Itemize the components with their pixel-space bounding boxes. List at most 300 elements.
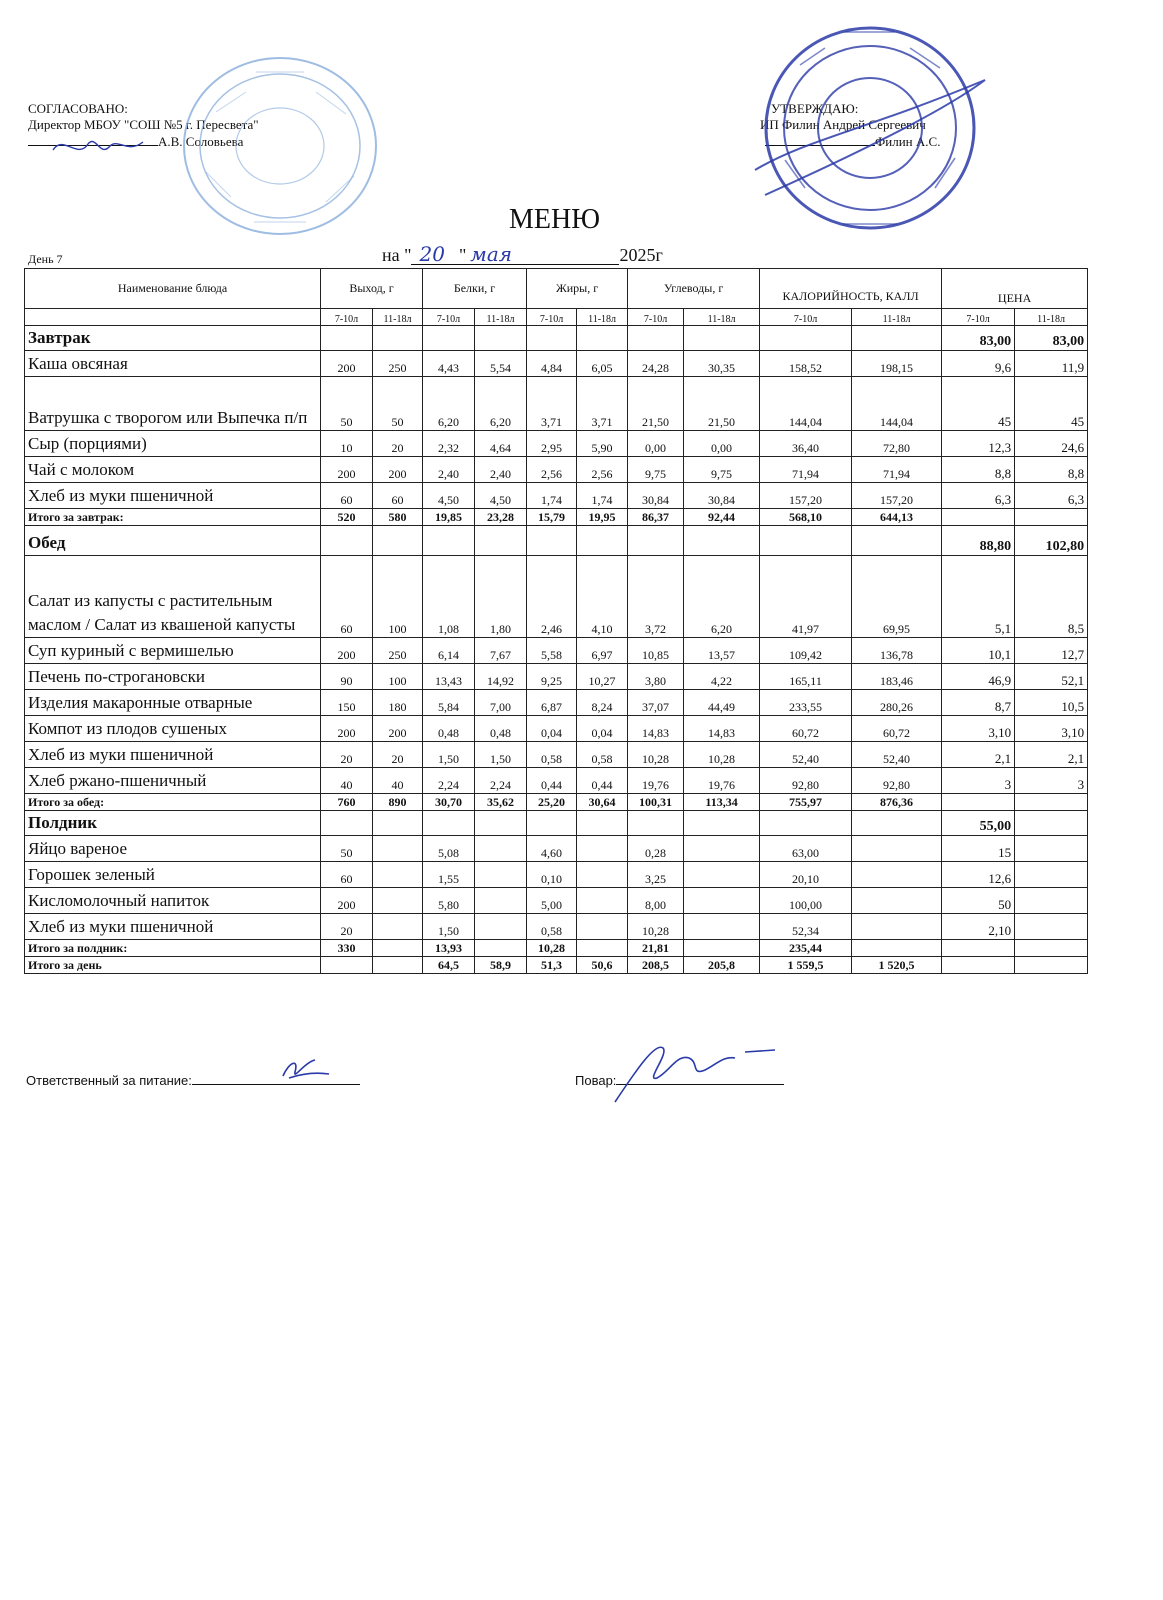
value-cell: 1,50 xyxy=(423,914,475,940)
value-cell: 6,87 xyxy=(527,690,577,716)
value-cell xyxy=(527,526,577,556)
dish-name: Суп куриный с вермишелью xyxy=(25,638,321,664)
value-cell: 208,5 xyxy=(628,957,684,974)
value-cell: 2,56 xyxy=(577,457,628,483)
value-cell: 1,50 xyxy=(423,742,475,768)
value-cell: 5,80 xyxy=(423,888,475,914)
value-cell: 4,50 xyxy=(423,483,475,509)
dish-name: Кисломолочный напиток xyxy=(25,888,321,914)
value-cell: 6,97 xyxy=(577,638,628,664)
price-cell xyxy=(1015,862,1088,888)
value-cell xyxy=(475,836,527,862)
table-row xyxy=(25,690,1088,716)
value-cell: 755,97 xyxy=(760,794,852,811)
approval-position-left: Директор МБОУ "СОШ №5 г. Пересвета" xyxy=(28,117,259,132)
price-cell xyxy=(942,509,1015,526)
value-cell: 235,44 xyxy=(760,940,852,957)
value-cell: 41,97 xyxy=(760,556,852,638)
value-cell: 36,40 xyxy=(760,431,852,457)
value-cell xyxy=(373,862,423,888)
value-cell: 520 xyxy=(321,509,373,526)
signer-name-left: А.В. Соловьева xyxy=(158,134,244,149)
value-cell: 5,90 xyxy=(577,431,628,457)
value-cell: 60,72 xyxy=(852,716,942,742)
value-cell: 0,28 xyxy=(628,836,684,862)
value-cell: 69,95 xyxy=(852,556,942,638)
value-cell: 51,3 xyxy=(527,957,577,974)
table-row xyxy=(25,351,1088,377)
value-cell xyxy=(852,862,942,888)
total-row xyxy=(25,794,1088,811)
table-row xyxy=(25,377,1088,431)
price-cell: 5,1 xyxy=(942,556,1015,638)
col-header-output: Выход, г xyxy=(321,269,423,309)
value-cell: 60 xyxy=(321,862,373,888)
value-cell xyxy=(321,326,373,351)
subheader-carbs-b: 11-18л xyxy=(684,309,760,326)
price-cell: 11,9 xyxy=(1015,351,1088,377)
value-cell: 3,25 xyxy=(628,862,684,888)
value-cell: 8,00 xyxy=(628,888,684,914)
value-cell: 30,84 xyxy=(684,483,760,509)
value-cell: 200 xyxy=(321,457,373,483)
value-cell: 200 xyxy=(321,888,373,914)
price-cell: 45 xyxy=(942,377,1015,431)
value-cell: 136,78 xyxy=(852,638,942,664)
value-cell: 20,10 xyxy=(760,862,852,888)
price-cell: 8,7 xyxy=(942,690,1015,716)
subheader-carbs-a: 7-10л xyxy=(628,309,684,326)
total-row xyxy=(25,509,1088,526)
value-cell xyxy=(475,914,527,940)
col-header-fat: Жиры, г xyxy=(527,269,628,309)
value-cell: 1,74 xyxy=(577,483,628,509)
value-cell xyxy=(760,526,852,556)
dish-name: Яйцо вареное xyxy=(25,836,321,862)
value-cell: 50 xyxy=(321,836,373,862)
value-cell xyxy=(577,888,628,914)
value-cell: 30,35 xyxy=(684,351,760,377)
value-cell: 19,76 xyxy=(628,768,684,794)
price-cell: 3,10 xyxy=(942,716,1015,742)
value-cell xyxy=(373,811,423,836)
value-cell: 19,76 xyxy=(684,768,760,794)
value-cell: 150 xyxy=(321,690,373,716)
value-cell: 4,84 xyxy=(527,351,577,377)
price-cell: 10,5 xyxy=(1015,690,1088,716)
value-cell: 20 xyxy=(321,914,373,940)
value-cell: 876,36 xyxy=(852,794,942,811)
value-cell: 9,75 xyxy=(684,457,760,483)
value-cell xyxy=(475,326,527,351)
value-cell: 144,04 xyxy=(852,377,942,431)
value-cell: 0,48 xyxy=(423,716,475,742)
value-cell: 10 xyxy=(321,431,373,457)
value-cell: 60 xyxy=(373,483,423,509)
value-cell: 58,9 xyxy=(475,957,527,974)
value-cell: 280,26 xyxy=(852,690,942,716)
price-cell xyxy=(1015,957,1088,974)
value-cell: 1,74 xyxy=(527,483,577,509)
value-cell: 200 xyxy=(321,716,373,742)
price-cell: 10,1 xyxy=(942,638,1015,664)
section-row xyxy=(25,811,1088,836)
dish-name: Хлеб из муки пшеничной xyxy=(25,914,321,940)
dish-name: Завтрак xyxy=(25,326,321,351)
value-cell: 24,28 xyxy=(628,351,684,377)
date-close-quote: " xyxy=(458,245,467,265)
value-cell: 13,57 xyxy=(684,638,760,664)
price-cell: 8,8 xyxy=(1015,457,1088,483)
value-cell: 0,00 xyxy=(684,431,760,457)
value-cell: 568,10 xyxy=(760,509,852,526)
value-cell: 86,37 xyxy=(628,509,684,526)
value-cell: 52,40 xyxy=(760,742,852,768)
price-cell: 8,8 xyxy=(942,457,1015,483)
value-cell: 233,55 xyxy=(760,690,852,716)
subheader-fat-a: 7-10л xyxy=(527,309,577,326)
menu-table xyxy=(24,268,1088,974)
value-cell xyxy=(475,862,527,888)
value-cell xyxy=(577,940,628,957)
value-cell: 23,28 xyxy=(475,509,527,526)
col-header-name: Наименование блюда xyxy=(25,269,321,309)
value-cell: 2,32 xyxy=(423,431,475,457)
value-cell: 580 xyxy=(373,509,423,526)
value-cell xyxy=(852,940,942,957)
dish-name: Итого за день xyxy=(25,957,321,974)
section-row xyxy=(25,526,1088,556)
value-cell: 0,10 xyxy=(527,862,577,888)
value-cell: 14,83 xyxy=(628,716,684,742)
col-header-calories: КАЛОРИЙНОСТЬ, КАЛЛ xyxy=(760,269,942,309)
dish-name: Компот из плодов сушеных xyxy=(25,716,321,742)
price-cell: 12,7 xyxy=(1015,638,1088,664)
value-cell: 72,80 xyxy=(852,431,942,457)
value-cell xyxy=(852,526,942,556)
value-cell: 644,13 xyxy=(852,509,942,526)
value-cell: 4,60 xyxy=(527,836,577,862)
value-cell: 14,92 xyxy=(475,664,527,690)
subheader-blank xyxy=(25,309,321,326)
value-cell: 1,50 xyxy=(475,742,527,768)
value-cell: 5,00 xyxy=(527,888,577,914)
table-row xyxy=(25,888,1088,914)
table-row xyxy=(25,716,1088,742)
date-month: мая xyxy=(470,242,513,266)
value-cell: 13,93 xyxy=(423,940,475,957)
value-cell xyxy=(852,914,942,940)
price-cell xyxy=(942,940,1015,957)
value-cell: 330 xyxy=(321,940,373,957)
value-cell: 7,00 xyxy=(475,690,527,716)
value-cell xyxy=(852,811,942,836)
value-cell: 21,81 xyxy=(628,940,684,957)
price-cell xyxy=(1015,509,1088,526)
dish-name: Полдник xyxy=(25,811,321,836)
section-row xyxy=(25,326,1088,351)
dish-name: Хлеб ржано-пшеничный xyxy=(25,768,321,794)
value-cell: 200 xyxy=(373,716,423,742)
value-cell: 92,80 xyxy=(852,768,942,794)
price-cell xyxy=(1015,836,1088,862)
value-cell: 14,83 xyxy=(684,716,760,742)
value-cell: 71,94 xyxy=(852,457,942,483)
price-cell xyxy=(1015,811,1088,836)
value-cell: 40 xyxy=(373,768,423,794)
value-cell: 21,50 xyxy=(684,377,760,431)
dish-name: Итого за завтрак: xyxy=(25,509,321,526)
value-cell: 200 xyxy=(321,351,373,377)
value-cell: 165,11 xyxy=(760,664,852,690)
subheader-price-a: 7-10л xyxy=(942,309,1015,326)
value-cell: 158,52 xyxy=(760,351,852,377)
value-cell: 10,28 xyxy=(527,940,577,957)
dish-name: Каша овсяная xyxy=(25,351,321,377)
price-cell: 8,5 xyxy=(1015,556,1088,638)
value-cell xyxy=(684,862,760,888)
price-cell: 102,80 xyxy=(1015,526,1088,556)
date-year: 2025г xyxy=(619,245,663,265)
value-cell xyxy=(321,957,373,974)
subheader-output-a: 7-10л xyxy=(321,309,373,326)
approval-heading-left: СОГЛАСОВАНО: xyxy=(28,101,128,116)
value-cell: 1,80 xyxy=(475,556,527,638)
value-cell: 2,56 xyxy=(527,457,577,483)
table-row xyxy=(25,556,1088,638)
value-cell xyxy=(628,811,684,836)
dish-name: Салат из капусты с растительным маслом / Салат из квашеной капусты xyxy=(25,556,321,638)
cook-label: Повар: xyxy=(575,1073,617,1088)
value-cell: 0,58 xyxy=(527,914,577,940)
price-cell: 15 xyxy=(942,836,1015,862)
value-cell: 200 xyxy=(373,457,423,483)
dish-name: Хлеб из муки пшеничной xyxy=(25,742,321,768)
price-cell: 46,9 xyxy=(942,664,1015,690)
value-cell: 4,10 xyxy=(577,556,628,638)
price-cell: 88,80 xyxy=(942,526,1015,556)
col-header-carbs: Углеводы, г xyxy=(628,269,760,309)
value-cell xyxy=(527,326,577,351)
cook-signature xyxy=(605,1032,785,1112)
price-cell xyxy=(1015,794,1088,811)
price-cell: 52,1 xyxy=(1015,664,1088,690)
value-cell: 113,34 xyxy=(684,794,760,811)
value-cell: 3,71 xyxy=(527,377,577,431)
price-cell: 12,3 xyxy=(942,431,1015,457)
approval-position-right: ИП Филин Андрей Сергеевич xyxy=(760,117,926,132)
value-cell: 4,22 xyxy=(684,664,760,690)
value-cell: 63,00 xyxy=(760,836,852,862)
total-row xyxy=(25,957,1088,974)
value-cell xyxy=(475,811,527,836)
value-cell: 3,72 xyxy=(628,556,684,638)
price-cell: 6,3 xyxy=(942,483,1015,509)
value-cell: 37,07 xyxy=(628,690,684,716)
value-cell: 5,58 xyxy=(527,638,577,664)
value-cell xyxy=(760,326,852,351)
value-cell: 19,85 xyxy=(423,509,475,526)
value-cell: 50,6 xyxy=(577,957,628,974)
value-cell: 183,46 xyxy=(852,664,942,690)
value-cell xyxy=(475,526,527,556)
value-cell: 52,34 xyxy=(760,914,852,940)
value-cell xyxy=(373,526,423,556)
value-cell: 1,08 xyxy=(423,556,475,638)
value-cell: 10,28 xyxy=(628,914,684,940)
value-cell xyxy=(852,836,942,862)
value-cell: 198,15 xyxy=(852,351,942,377)
value-cell xyxy=(475,940,527,957)
value-cell xyxy=(684,326,760,351)
value-cell: 0,58 xyxy=(577,742,628,768)
value-cell: 7,67 xyxy=(475,638,527,664)
value-cell: 30,84 xyxy=(628,483,684,509)
value-cell: 1 520,5 xyxy=(852,957,942,974)
responsible-label: Ответственный за питание: xyxy=(26,1073,192,1088)
value-cell: 13,43 xyxy=(423,664,475,690)
value-cell: 100 xyxy=(373,664,423,690)
value-cell: 9,75 xyxy=(628,457,684,483)
value-cell: 40 xyxy=(321,768,373,794)
col-header-protein: Белки, г xyxy=(423,269,527,309)
value-cell xyxy=(373,914,423,940)
value-cell: 157,20 xyxy=(760,483,852,509)
value-cell: 0,04 xyxy=(577,716,628,742)
value-cell: 5,08 xyxy=(423,836,475,862)
value-cell: 0,58 xyxy=(527,742,577,768)
value-cell xyxy=(852,888,942,914)
price-cell: 83,00 xyxy=(942,326,1015,351)
price-cell: 55,00 xyxy=(942,811,1015,836)
price-cell: 50 xyxy=(942,888,1015,914)
value-cell: 1 559,5 xyxy=(760,957,852,974)
value-cell: 20 xyxy=(321,742,373,768)
value-cell: 35,62 xyxy=(475,794,527,811)
value-cell: 4,43 xyxy=(423,351,475,377)
price-cell: 24,6 xyxy=(1015,431,1088,457)
value-cell: 760 xyxy=(321,794,373,811)
page-title-text: МЕНЮ xyxy=(509,204,600,235)
table-row xyxy=(25,431,1088,457)
date-open-quote: " xyxy=(404,245,412,265)
table-row xyxy=(25,457,1088,483)
value-cell: 64,5 xyxy=(423,957,475,974)
value-cell: 52,40 xyxy=(852,742,942,768)
value-cell xyxy=(628,526,684,556)
value-cell xyxy=(684,811,760,836)
value-cell xyxy=(373,940,423,957)
value-cell: 2,24 xyxy=(475,768,527,794)
day-label: День 7 xyxy=(28,252,63,266)
table-row xyxy=(25,836,1088,862)
price-cell: 2,10 xyxy=(942,914,1015,940)
value-cell: 0,04 xyxy=(527,716,577,742)
value-cell xyxy=(527,811,577,836)
value-cell: 2,24 xyxy=(423,768,475,794)
value-cell: 250 xyxy=(373,351,423,377)
value-cell: 6,20 xyxy=(475,377,527,431)
value-cell: 205,8 xyxy=(684,957,760,974)
price-cell xyxy=(1015,888,1088,914)
value-cell: 10,85 xyxy=(628,638,684,664)
dish-name: Печень по-строгановски xyxy=(25,664,321,690)
value-cell xyxy=(852,326,942,351)
approval-heading-right: УТВЕРЖДАЮ: xyxy=(771,101,859,116)
subheader-calories-b: 11-18л xyxy=(852,309,942,326)
value-cell: 50 xyxy=(321,377,373,431)
value-cell: 5,84 xyxy=(423,690,475,716)
value-cell: 157,20 xyxy=(852,483,942,509)
price-cell: 2,1 xyxy=(1015,742,1088,768)
dish-name: Хлеб из муки пшеничной xyxy=(25,483,321,509)
value-cell xyxy=(684,940,760,957)
dish-name: Сыр (порциями) xyxy=(25,431,321,457)
dish-name: Ватрушка с творогом или Выпечка п/п xyxy=(25,377,321,431)
value-cell xyxy=(321,811,373,836)
value-cell: 0,44 xyxy=(527,768,577,794)
value-cell xyxy=(373,326,423,351)
table-row xyxy=(25,768,1088,794)
value-cell: 180 xyxy=(373,690,423,716)
price-cell: 12,6 xyxy=(942,862,1015,888)
value-cell: 44,49 xyxy=(684,690,760,716)
price-cell xyxy=(1015,914,1088,940)
value-cell: 0,44 xyxy=(577,768,628,794)
value-cell: 200 xyxy=(321,638,373,664)
value-cell: 50 xyxy=(373,377,423,431)
value-cell: 2,40 xyxy=(423,457,475,483)
table-subheader-row xyxy=(25,309,1088,326)
price-cell: 9,6 xyxy=(942,351,1015,377)
value-cell: 30,70 xyxy=(423,794,475,811)
table-row xyxy=(25,664,1088,690)
value-cell xyxy=(577,526,628,556)
price-cell: 3 xyxy=(942,768,1015,794)
value-cell: 3,71 xyxy=(577,377,628,431)
value-cell xyxy=(577,811,628,836)
dish-name: Итого за полдник: xyxy=(25,940,321,957)
value-cell: 19,95 xyxy=(577,509,628,526)
value-cell: 4,64 xyxy=(475,431,527,457)
value-cell xyxy=(577,862,628,888)
page-title xyxy=(0,204,1085,236)
value-cell xyxy=(423,811,475,836)
value-cell xyxy=(577,326,628,351)
value-cell: 1,55 xyxy=(423,862,475,888)
value-cell: 10,28 xyxy=(628,742,684,768)
value-cell: 10,27 xyxy=(577,664,628,690)
value-cell: 6,14 xyxy=(423,638,475,664)
price-cell: 3 xyxy=(1015,768,1088,794)
table-row xyxy=(25,742,1088,768)
director-signature xyxy=(48,132,158,162)
responsible-signature xyxy=(275,1052,335,1086)
value-cell xyxy=(577,914,628,940)
col-header-price: ЦЕНА xyxy=(942,269,1088,309)
price-cell xyxy=(1015,940,1088,957)
value-cell xyxy=(423,326,475,351)
date-day: 20 xyxy=(419,242,445,266)
value-cell xyxy=(373,836,423,862)
value-cell: 60 xyxy=(321,556,373,638)
value-cell: 2,46 xyxy=(527,556,577,638)
price-cell: 2,1 xyxy=(942,742,1015,768)
value-cell: 6,20 xyxy=(423,377,475,431)
value-cell: 100,00 xyxy=(760,888,852,914)
menu-date xyxy=(382,244,663,266)
value-cell xyxy=(321,526,373,556)
